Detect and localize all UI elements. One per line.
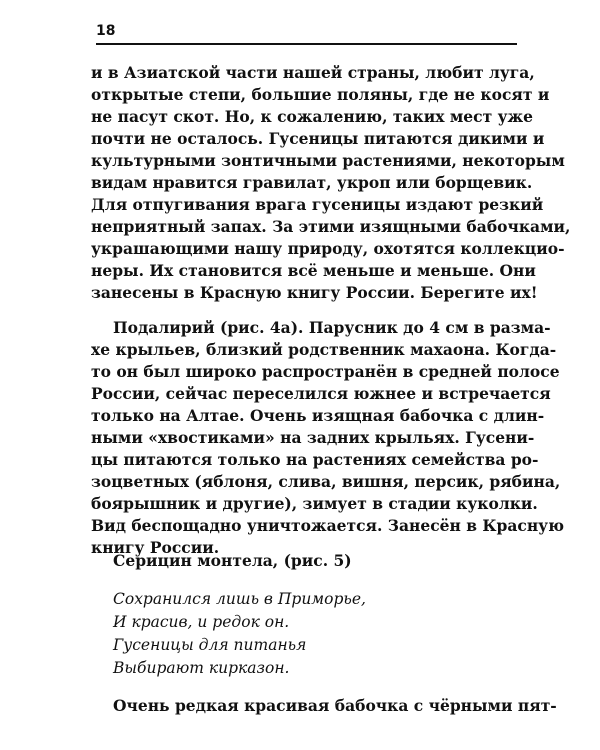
poem-line: Выбирают кирказон. bbox=[113, 659, 290, 677]
poem-line: И красив, и редок он. bbox=[113, 613, 290, 631]
section-heading: Серицин монтела, (рис. 5) bbox=[113, 551, 352, 570]
text-line bbox=[113, 317, 551, 339]
text-line: украшающими нашу природу, охотятся коллекцио- bbox=[91, 239, 565, 258]
text-line: почти не осталось. Гусеницы питаются дикими и bbox=[91, 129, 545, 148]
first-line-text: Парусник до 4 см в разма- bbox=[308, 318, 551, 337]
text-line: Очень редкая красивая бабочка с чёрными пят- bbox=[113, 696, 557, 715]
text-line: то он был широко распространён в средней полосе bbox=[91, 362, 560, 381]
text-line: неприятный запах. За этими изящными бабочками, bbox=[91, 217, 571, 236]
text-line: не пасут скот. Но, к сожалению, таких мест уже bbox=[91, 107, 534, 126]
text-line: видам нравится гравилат, укроп или борщевик. bbox=[91, 173, 533, 192]
poem-line: Гусеницы для питанья bbox=[113, 636, 307, 654]
header-rule bbox=[96, 43, 517, 45]
text-line: неры. Их становится всё меньше и меньше. Они bbox=[91, 261, 536, 280]
text-line: боярышник и другие), зимует в стадии куколки. bbox=[91, 494, 538, 513]
text-line: цы питаются только на растениях семейства ро- bbox=[91, 450, 539, 469]
text-line: культурными зонтичными растениями, некоторым bbox=[91, 151, 565, 170]
text-line: зоцветных (яблоня, слива, вишня, персик, рябина, bbox=[91, 472, 561, 491]
text-line: ными «хвостиками» на задних крыльях. Гусени- bbox=[91, 428, 535, 447]
text-line: занесены в Красную книгу России. Берегите их! bbox=[91, 283, 538, 302]
poem-line: Сохранился лишь в Приморье, bbox=[113, 590, 366, 608]
page-number: 18 bbox=[96, 23, 116, 39]
text-line: Для отпугивания врага гусеницы издают резкий bbox=[91, 195, 544, 214]
text-line: Вид беспощадно уничтожается. Занесён в Красную bbox=[91, 516, 564, 535]
text-line: и в Азиатской части нашей страны, любит луга, bbox=[91, 63, 535, 82]
text-line: книгу России. bbox=[91, 538, 220, 557]
text-line: только на Алтае. Очень изящная бабочка с длин- bbox=[91, 406, 545, 425]
text-line: хе крыльев, близкий родственник махаона. Когда- bbox=[91, 340, 557, 359]
text-line: России, сейчас переселился южнее и встречается bbox=[91, 384, 551, 403]
text-line: открытые степи, большие поляны, где не косят и bbox=[91, 85, 550, 104]
species-title: Подалирий (рис. 4а). bbox=[113, 318, 304, 337]
